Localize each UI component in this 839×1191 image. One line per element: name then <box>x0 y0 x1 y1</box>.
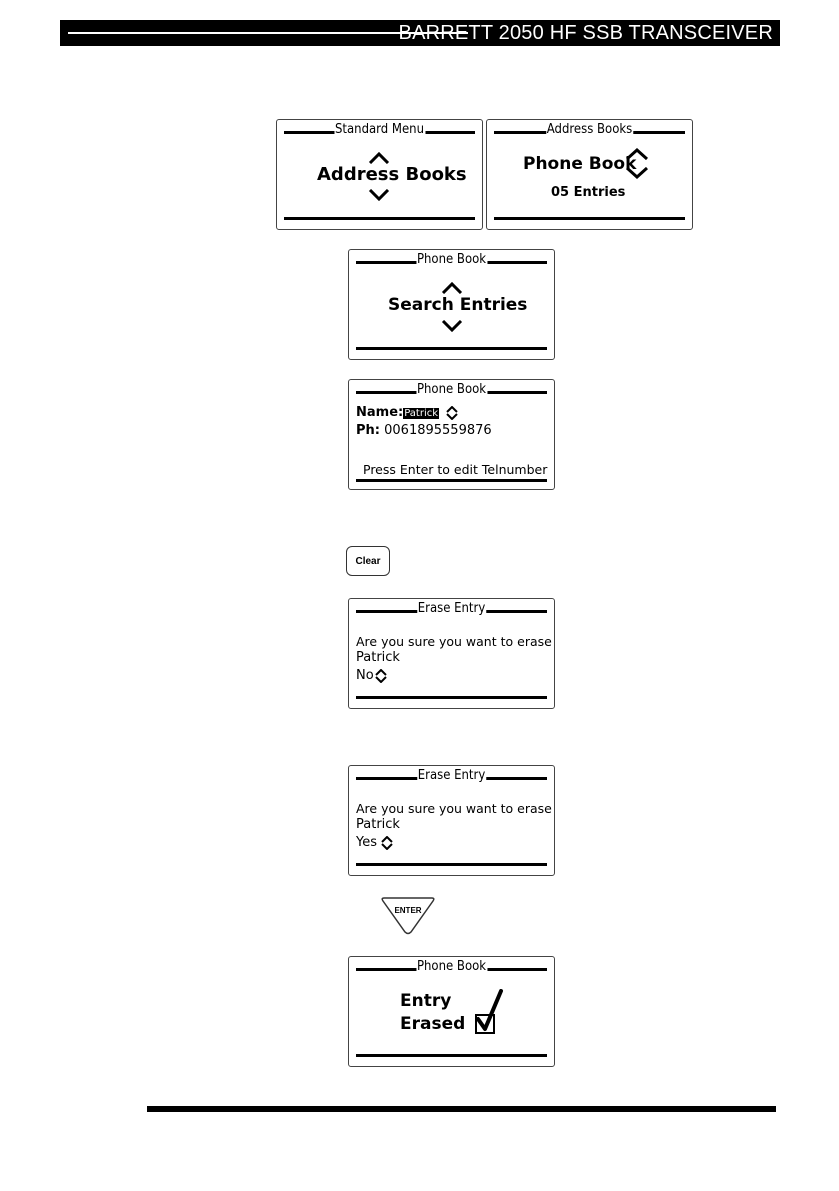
menu-item-label: Search Entries <box>388 295 528 315</box>
name-label: Name: <box>356 405 404 420</box>
chevron-up-icon <box>441 282 463 294</box>
lcd-title: Phone Book <box>416 382 487 397</box>
lcd-title: Erase Entry <box>417 601 486 616</box>
erase-choice: Yes <box>356 835 377 850</box>
lcd-standard-menu <box>276 119 483 230</box>
up-down-arrows-icon <box>375 669 387 683</box>
checkbox-checkmark-icon <box>473 989 505 1037</box>
header-title: BARRETT 2050 HF SSB TRANSCEIVER <box>398 22 773 44</box>
phone-number: 0061895559876 <box>384 423 492 438</box>
erase-question: Are you sure you want to erase <box>356 801 552 816</box>
enter-key-shape <box>380 896 436 936</box>
chevron-up-icon <box>368 152 390 164</box>
lcd-erase-entry-no <box>348 598 555 709</box>
entry-count: 05 Entries <box>551 185 626 200</box>
lcd-address-books <box>486 119 693 230</box>
lcd-title: Erase Entry <box>417 768 486 783</box>
name-value-selected: Patrick <box>404 408 439 419</box>
chevron-down-icon <box>625 167 649 179</box>
lcd-search-entries <box>348 249 555 360</box>
chevron-down-icon <box>441 320 463 332</box>
enter-key-label: ENTER <box>394 906 422 915</box>
up-down-arrows-icon <box>446 406 458 420</box>
up-down-arrows-icon <box>381 836 393 850</box>
address-book-name: Phone Book <box>523 154 637 174</box>
lcd-entry-detail <box>348 379 555 490</box>
menu-item-label: Address Books <box>317 164 467 185</box>
chevron-up-icon <box>625 148 649 160</box>
lcd-entry-erased <box>348 956 555 1067</box>
erased-line-1: Entry <box>400 991 452 1011</box>
edit-hint: Press Enter to edit Telnumber <box>363 462 548 477</box>
chevron-down-icon <box>368 189 390 201</box>
document-header <box>60 20 780 46</box>
erase-choice: No <box>356 668 374 683</box>
lcd-title: Standard Menu <box>334 122 425 137</box>
lcd-title: Phone Book <box>416 252 487 267</box>
erased-line-2: Erased <box>400 1014 466 1034</box>
clear-key[interactable]: Clear <box>346 546 390 576</box>
enter-key[interactable] <box>380 896 436 940</box>
phone-label: Ph: <box>356 423 380 438</box>
erase-name: Patrick <box>356 650 400 665</box>
lcd-erase-entry-yes <box>348 765 555 876</box>
lcd-title: Phone Book <box>416 959 487 974</box>
footer-rule <box>147 1106 776 1112</box>
erase-name: Patrick <box>356 817 400 832</box>
erase-question: Are you sure you want to erase <box>356 634 552 649</box>
lcd-title: Address Books <box>546 122 633 137</box>
